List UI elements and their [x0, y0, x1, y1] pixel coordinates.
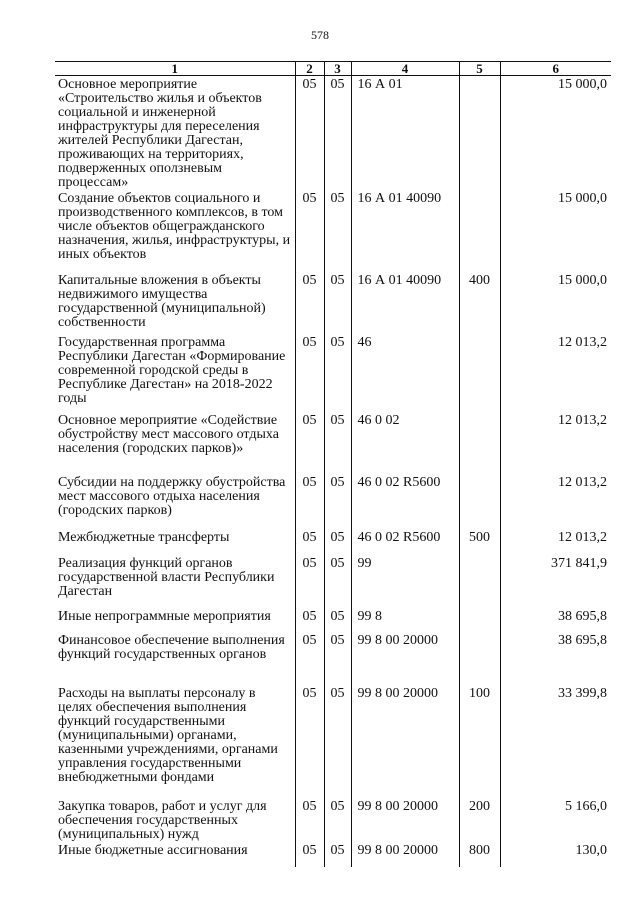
row-description: Финансовое обеспечение выполнения функций государственных органов — [58, 633, 285, 662]
header-col-5: 5 — [459, 62, 500, 76]
row-expense-type — [459, 608, 500, 632]
row-description: Расходы на выплаты персоналу в целях обеспечения выполнения функций государственными (муниципальными) органами, казенными учреждениями, органами управления государственными внебюджетными фондами — [58, 686, 278, 785]
table-row — [55, 842, 611, 867]
row-description: Межбюджетные трансферты — [58, 530, 230, 545]
row-subsection-code: 05 — [324, 272, 351, 334]
row-description: Государственная программа Республики Дагестан «Формирование современной городской среды в Республике Дагестан» на 2018-2022 годы — [58, 335, 286, 406]
row-target-article: 99 8 00 20000 — [351, 842, 459, 867]
row-expense-type — [459, 632, 500, 685]
row-amount: 12 013,2 — [500, 529, 611, 555]
row-expense-type — [459, 76, 500, 191]
row-target-article: 99 — [351, 555, 459, 608]
row-expense-type: 500 — [459, 529, 500, 555]
row-expense-type: 400 — [459, 272, 500, 334]
row-description: Создание объектов социального и производственного комплексов, в том числе объектов общегражданского назначения, жилья, инфраструктуры, и иных объектов — [58, 191, 291, 262]
row-section-code: 05 — [295, 76, 324, 191]
row-section-code: 05 — [295, 474, 324, 529]
row-expense-type: 800 — [459, 842, 500, 867]
row-description: Иные бюджетные ассигнования — [58, 843, 248, 858]
table-row — [55, 76, 611, 191]
table-row — [55, 474, 611, 529]
row-target-article: 16 А 01 — [351, 76, 459, 191]
table-row — [55, 632, 611, 685]
row-description: Основное мероприятие «Строительство жилья и объектов социальной и инженерной инфраструктуры для переселения жителей Республики Дагестан, проживающих на территориях, подверженных оползневым процессам» — [58, 77, 262, 190]
row-amount: 33 399,8 — [500, 685, 611, 798]
row-expense-type: 200 — [459, 798, 500, 842]
row-section-code: 05 — [295, 190, 324, 272]
page-number: 578 — [311, 28, 329, 42]
row-target-article: 46 — [351, 334, 459, 412]
header-col-6: 6 — [500, 62, 611, 76]
header-col-1: 1 — [55, 62, 295, 76]
row-subsection-code: 05 — [324, 474, 351, 529]
header-col-2: 2 — [295, 62, 324, 76]
row-description: Закупка товаров, работ и услуг для обеспечения государственных (муниципальных) нужд — [58, 799, 267, 842]
row-section-code: 05 — [295, 412, 324, 474]
row-amount: 38 695,8 — [500, 608, 611, 632]
header-col-4: 4 — [351, 62, 459, 76]
row-target-article: 99 8 00 20000 — [351, 798, 459, 842]
row-section-code: 05 — [295, 842, 324, 867]
table-row — [55, 608, 611, 632]
table-row — [55, 555, 611, 608]
row-section-code: 05 — [295, 608, 324, 632]
row-expense-type — [459, 334, 500, 412]
budget-table — [55, 61, 611, 867]
row-description: Основное мероприятие «Содействие обустройству мест массового отдыха населения (городских парков)» — [58, 413, 279, 456]
row-amount: 12 013,2 — [500, 334, 611, 412]
row-expense-type: 100 — [459, 685, 500, 798]
table-row — [55, 334, 611, 412]
header-row — [55, 62, 611, 76]
row-section-code: 05 — [295, 798, 324, 842]
row-subsection-code: 05 — [324, 842, 351, 867]
header-col-3: 3 — [324, 62, 351, 76]
row-section-code: 05 — [295, 632, 324, 685]
table-row — [55, 798, 611, 842]
row-description: Реализация функций органов государственной власти Республики Дагестан — [58, 556, 275, 599]
row-amount: 371 841,9 — [500, 555, 611, 608]
row-subsection-code: 05 — [324, 685, 351, 798]
row-amount: 15 000,0 — [500, 76, 611, 191]
row-subsection-code: 05 — [324, 798, 351, 842]
table-row — [55, 190, 611, 272]
row-subsection-code: 05 — [324, 555, 351, 608]
row-description: Иные непрограммные мероприятия — [58, 609, 271, 624]
row-subsection-code: 05 — [324, 412, 351, 474]
row-subsection-code: 05 — [324, 632, 351, 685]
row-expense-type — [459, 412, 500, 474]
row-target-article: 16 А 01 40090 — [351, 272, 459, 334]
row-expense-type — [459, 474, 500, 529]
row-amount: 15 000,0 — [500, 272, 611, 334]
row-expense-type — [459, 555, 500, 608]
row-target-article: 46 0 02 — [351, 412, 459, 474]
row-subsection-code: 05 — [324, 529, 351, 555]
row-expense-type — [459, 190, 500, 272]
row-section-code: 05 — [295, 272, 324, 334]
row-target-article: 16 А 01 40090 — [351, 190, 459, 272]
row-amount: 5 166,0 — [500, 798, 611, 842]
row-section-code: 05 — [295, 685, 324, 798]
table-row — [55, 272, 611, 334]
row-subsection-code: 05 — [324, 608, 351, 632]
row-amount: 130,0 — [500, 842, 611, 867]
table-row — [55, 529, 611, 555]
row-target-article: 99 8 — [351, 608, 459, 632]
row-subsection-code: 05 — [324, 190, 351, 272]
row-section-code: 05 — [295, 529, 324, 555]
row-amount: 12 013,2 — [500, 412, 611, 474]
row-description: Капитальные вложения в объекты недвижимого имущества государственной (муниципальной) собственности — [58, 273, 266, 330]
table-row — [55, 685, 611, 798]
row-target-article: 99 8 00 20000 — [351, 632, 459, 685]
row-subsection-code: 05 — [324, 76, 351, 191]
row-target-article: 46 0 02 R5600 — [351, 474, 459, 529]
row-target-article: 99 8 00 20000 — [351, 685, 459, 798]
row-section-code: 05 — [295, 334, 324, 412]
row-subsection-code: 05 — [324, 334, 351, 412]
table-row — [55, 412, 611, 474]
row-target-article: 46 0 02 R5600 — [351, 529, 459, 555]
row-amount: 15 000,0 — [500, 190, 611, 272]
row-amount: 12 013,2 — [500, 474, 611, 529]
row-section-code: 05 — [295, 555, 324, 608]
row-amount: 38 695,8 — [500, 632, 611, 685]
row-description: Субсидии на поддержку обустройства мест массового отдыха населения (городских парков) — [58, 475, 286, 518]
